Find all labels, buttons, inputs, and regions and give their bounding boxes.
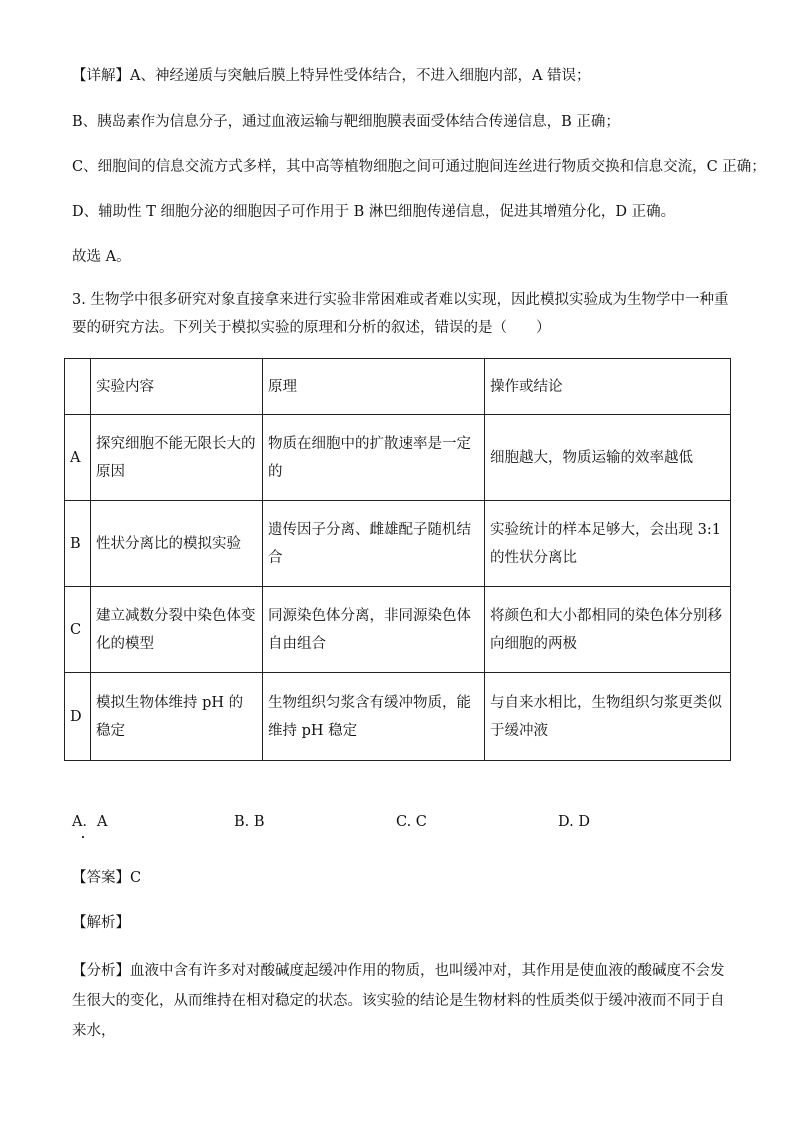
detail-conclusion: 故选 A。 [72, 249, 131, 265]
table-row [65, 415, 731, 501]
table-header-cell [65, 359, 91, 415]
detail-line-d: D、辅助性 T 细胞分泌的细胞因子可作用于 B 淋巴细胞传递信息，促进其增殖分化，D 正确。 [72, 204, 676, 220]
row-conclusion: 实验统计的样本足够大，会出现 3:1 的性状分离比 [485, 501, 731, 587]
row-label: D [65, 673, 91, 761]
answer-line: 【答案】C [72, 870, 142, 886]
table-header-cell: 操作或结论 [485, 359, 731, 415]
row-content: 性状分离比的模拟实验 [91, 501, 263, 587]
option-d: D. D [558, 814, 590, 830]
row-conclusion: 细胞越大，物质运输的效率越低 [485, 415, 731, 501]
analysis-heading: 【解析】 [72, 915, 130, 931]
option-a: A．A [72, 814, 108, 830]
table-row [65, 673, 731, 761]
row-principle: 生物组织匀浆含有缓冲物质，能维持 pH 稳定 [263, 673, 485, 761]
row-principle: 同源染色体分离，非同源染色体自由组合 [263, 587, 485, 673]
row-label: A [65, 415, 91, 501]
stray-dot [82, 836, 84, 838]
table-header-cell: 实验内容 [91, 359, 263, 415]
question-text: 3. 生物学中很多研究对象直接拿来进行实验非常困难或者难以实现，因此模拟实验成为生物学中一种重要的研究方法。下列关于模拟实验的原理和分析的叙述，错误的是（ ） [72, 292, 729, 336]
row-content: 模拟生物体维持 pH 的稳定 [91, 673, 263, 761]
row-content: 建立减数分裂中染色体变化的模型 [91, 587, 263, 673]
row-conclusion: 将颜色和大小都相同的染色体分别移向细胞的两极 [485, 587, 731, 673]
table-header-row [65, 359, 731, 415]
detail-line-c: C、细胞间的信息交流方式多样，其中高等植物细胞之间可通过胞间连丝进行物质交换和信息交流，C 正确； [72, 159, 766, 175]
answer-options [72, 812, 672, 832]
detail-line-b: B、胰岛素作为信息分子，通过血液运输与靶细胞膜表面受体结合传递信息，B 正确； [72, 114, 620, 130]
row-label: B [65, 501, 91, 587]
table-row [65, 587, 731, 673]
row-principle: 物质在细胞中的扩散速率是一定的 [263, 415, 485, 501]
row-principle: 遗传因子分离、雌雄配子随机结合 [263, 501, 485, 587]
option-b: B. B [234, 814, 265, 830]
table-header-cell: 原理 [263, 359, 485, 415]
option-c: C. C [396, 814, 427, 830]
row-content: 探究细胞不能无限长大的原因 [91, 415, 263, 501]
detail-line-a: 【详解】A、神经递质与突触后膜上特异性受体结合，不进入细胞内部，A 错误； [72, 68, 591, 84]
analysis-paragraph: 【分析】血液中含有许多对对酸碱度起缓冲作用的物质，也叫缓冲对，其作用是使血液的酸碱度不会发生很大的变化，从而维持在相对稳定的状态。该实验的结论是生物材料的性质类似于缓冲液而不同于自来水， [72, 963, 725, 1039]
row-label: C [65, 587, 91, 673]
table-row [65, 501, 731, 587]
simulation-table [64, 358, 731, 761]
row-conclusion: 与自来水相比，生物组织匀浆更类似于缓冲液 [485, 673, 731, 761]
